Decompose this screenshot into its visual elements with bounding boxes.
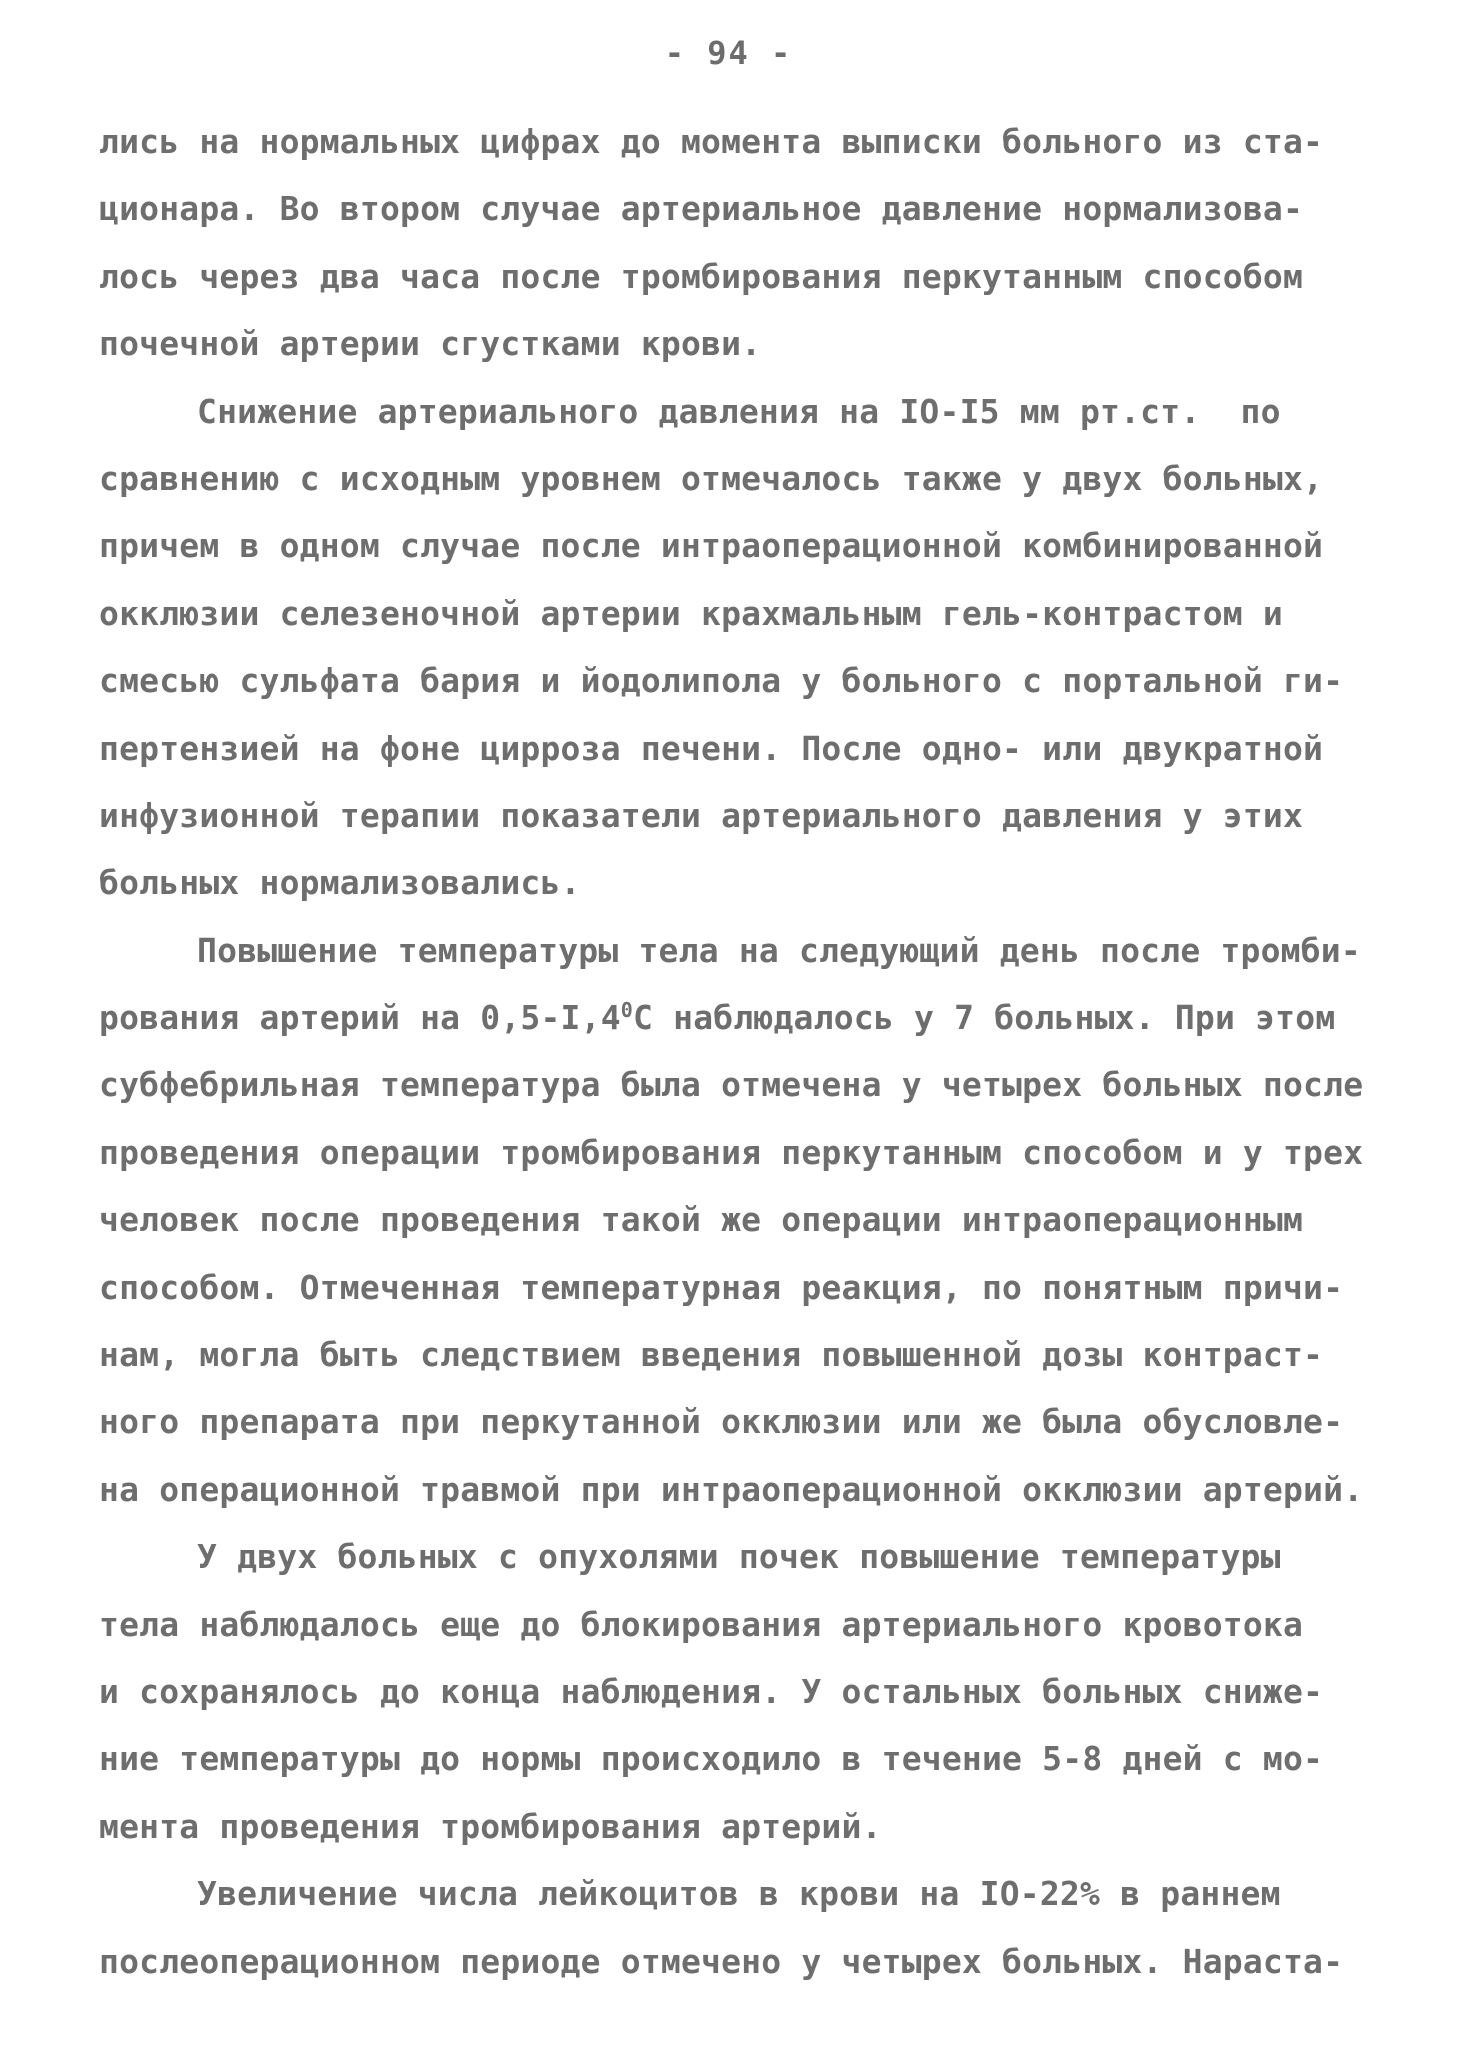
paragraph-first-line: Увеличение числа лейкоцитов в крови на IO-22% в раннем	[197, 1874, 1281, 1914]
text-line: инфузионной терапии показатели артериального давления у этих	[99, 795, 1304, 835]
text-line: способом. Отмеченная температурная реакция, по понятным причи-	[99, 1267, 1344, 1307]
text-line: субфебрильная температура была отмечена у четырех больных после	[99, 1065, 1364, 1105]
text-line: пертензией на фоне цирроза печени. После одно- или двукратной	[99, 728, 1324, 768]
text-line: послеоперационном периоде отмечено у четырех больных. Нараста-	[99, 1941, 1344, 1981]
paragraph-first-line: Повышение температуры тела на следующий день после тромби-	[197, 930, 1361, 970]
paragraph-first-line: У двух больных с опухолями почек повышение температуры	[197, 1537, 1281, 1577]
text-line: окклюзии селезеночной артерии крахмальным гель-контрастом и	[99, 593, 1283, 633]
text-line: нам, могла быть следствием введения повышенной дозы контраст-	[99, 1335, 1324, 1375]
text-line: лись на нормальных цифрах до момента выписки больного из ста-	[99, 122, 1324, 161]
text-line: проведения операции тромбирования перкутанным способом и у трех	[99, 1132, 1364, 1172]
page-number: - 94 -	[664, 34, 793, 72]
text-line-with-superscript	[99, 984, 1379, 1051]
text-line: человек после проведения такой же операции интраоперационным	[99, 1200, 1304, 1240]
text-line: ного препарата при перкутанной окклюзии или же была обусловле-	[99, 1402, 1344, 1442]
text-line: и сохранялось до конца наблюдения. У остальных больных сниже-	[99, 1671, 1324, 1711]
text-line: ционара. Во втором случае артериальное давление нормализова-	[99, 189, 1304, 229]
text-line: ние температуры до нормы происходило в течение 5-8 дней с мо-	[99, 1739, 1324, 1779]
text-line: лось через два часа после тромбирования перкутанным способом	[99, 256, 1304, 296]
degree-superscript: 0	[620, 998, 634, 1023]
text-line: смесью сульфата бария и йодолипола у больного с портальной ги-	[99, 661, 1344, 701]
text-fragment: C наблюдалось у 7 больных. При этом	[633, 998, 1336, 1038]
text-line: почечной артерии сгустками крови.	[99, 324, 762, 364]
text-line: причем в одном случае после интраоперационной комбинированной	[99, 526, 1324, 566]
text-line: сравнению с исходным уровнем отмечалось также у двух больных,	[99, 458, 1324, 498]
paragraph-first-line: Снижение артериального давления на IO-I5 мм рт.ст. по	[197, 391, 1281, 431]
text-line: мента проведения тромбирования артерий.	[99, 1806, 882, 1846]
text-line: тела наблюдалось еще до блокирования артериального кровотока	[99, 1604, 1304, 1644]
text-line: на операционной травмой при интраоперационной окклюзии артерий.	[99, 1469, 1364, 1509]
body-text	[99, 108, 1379, 1995]
text-fragment: рования артерий на 0,5-I,4	[99, 998, 621, 1038]
text-line: больных нормализовались.	[99, 863, 581, 903]
